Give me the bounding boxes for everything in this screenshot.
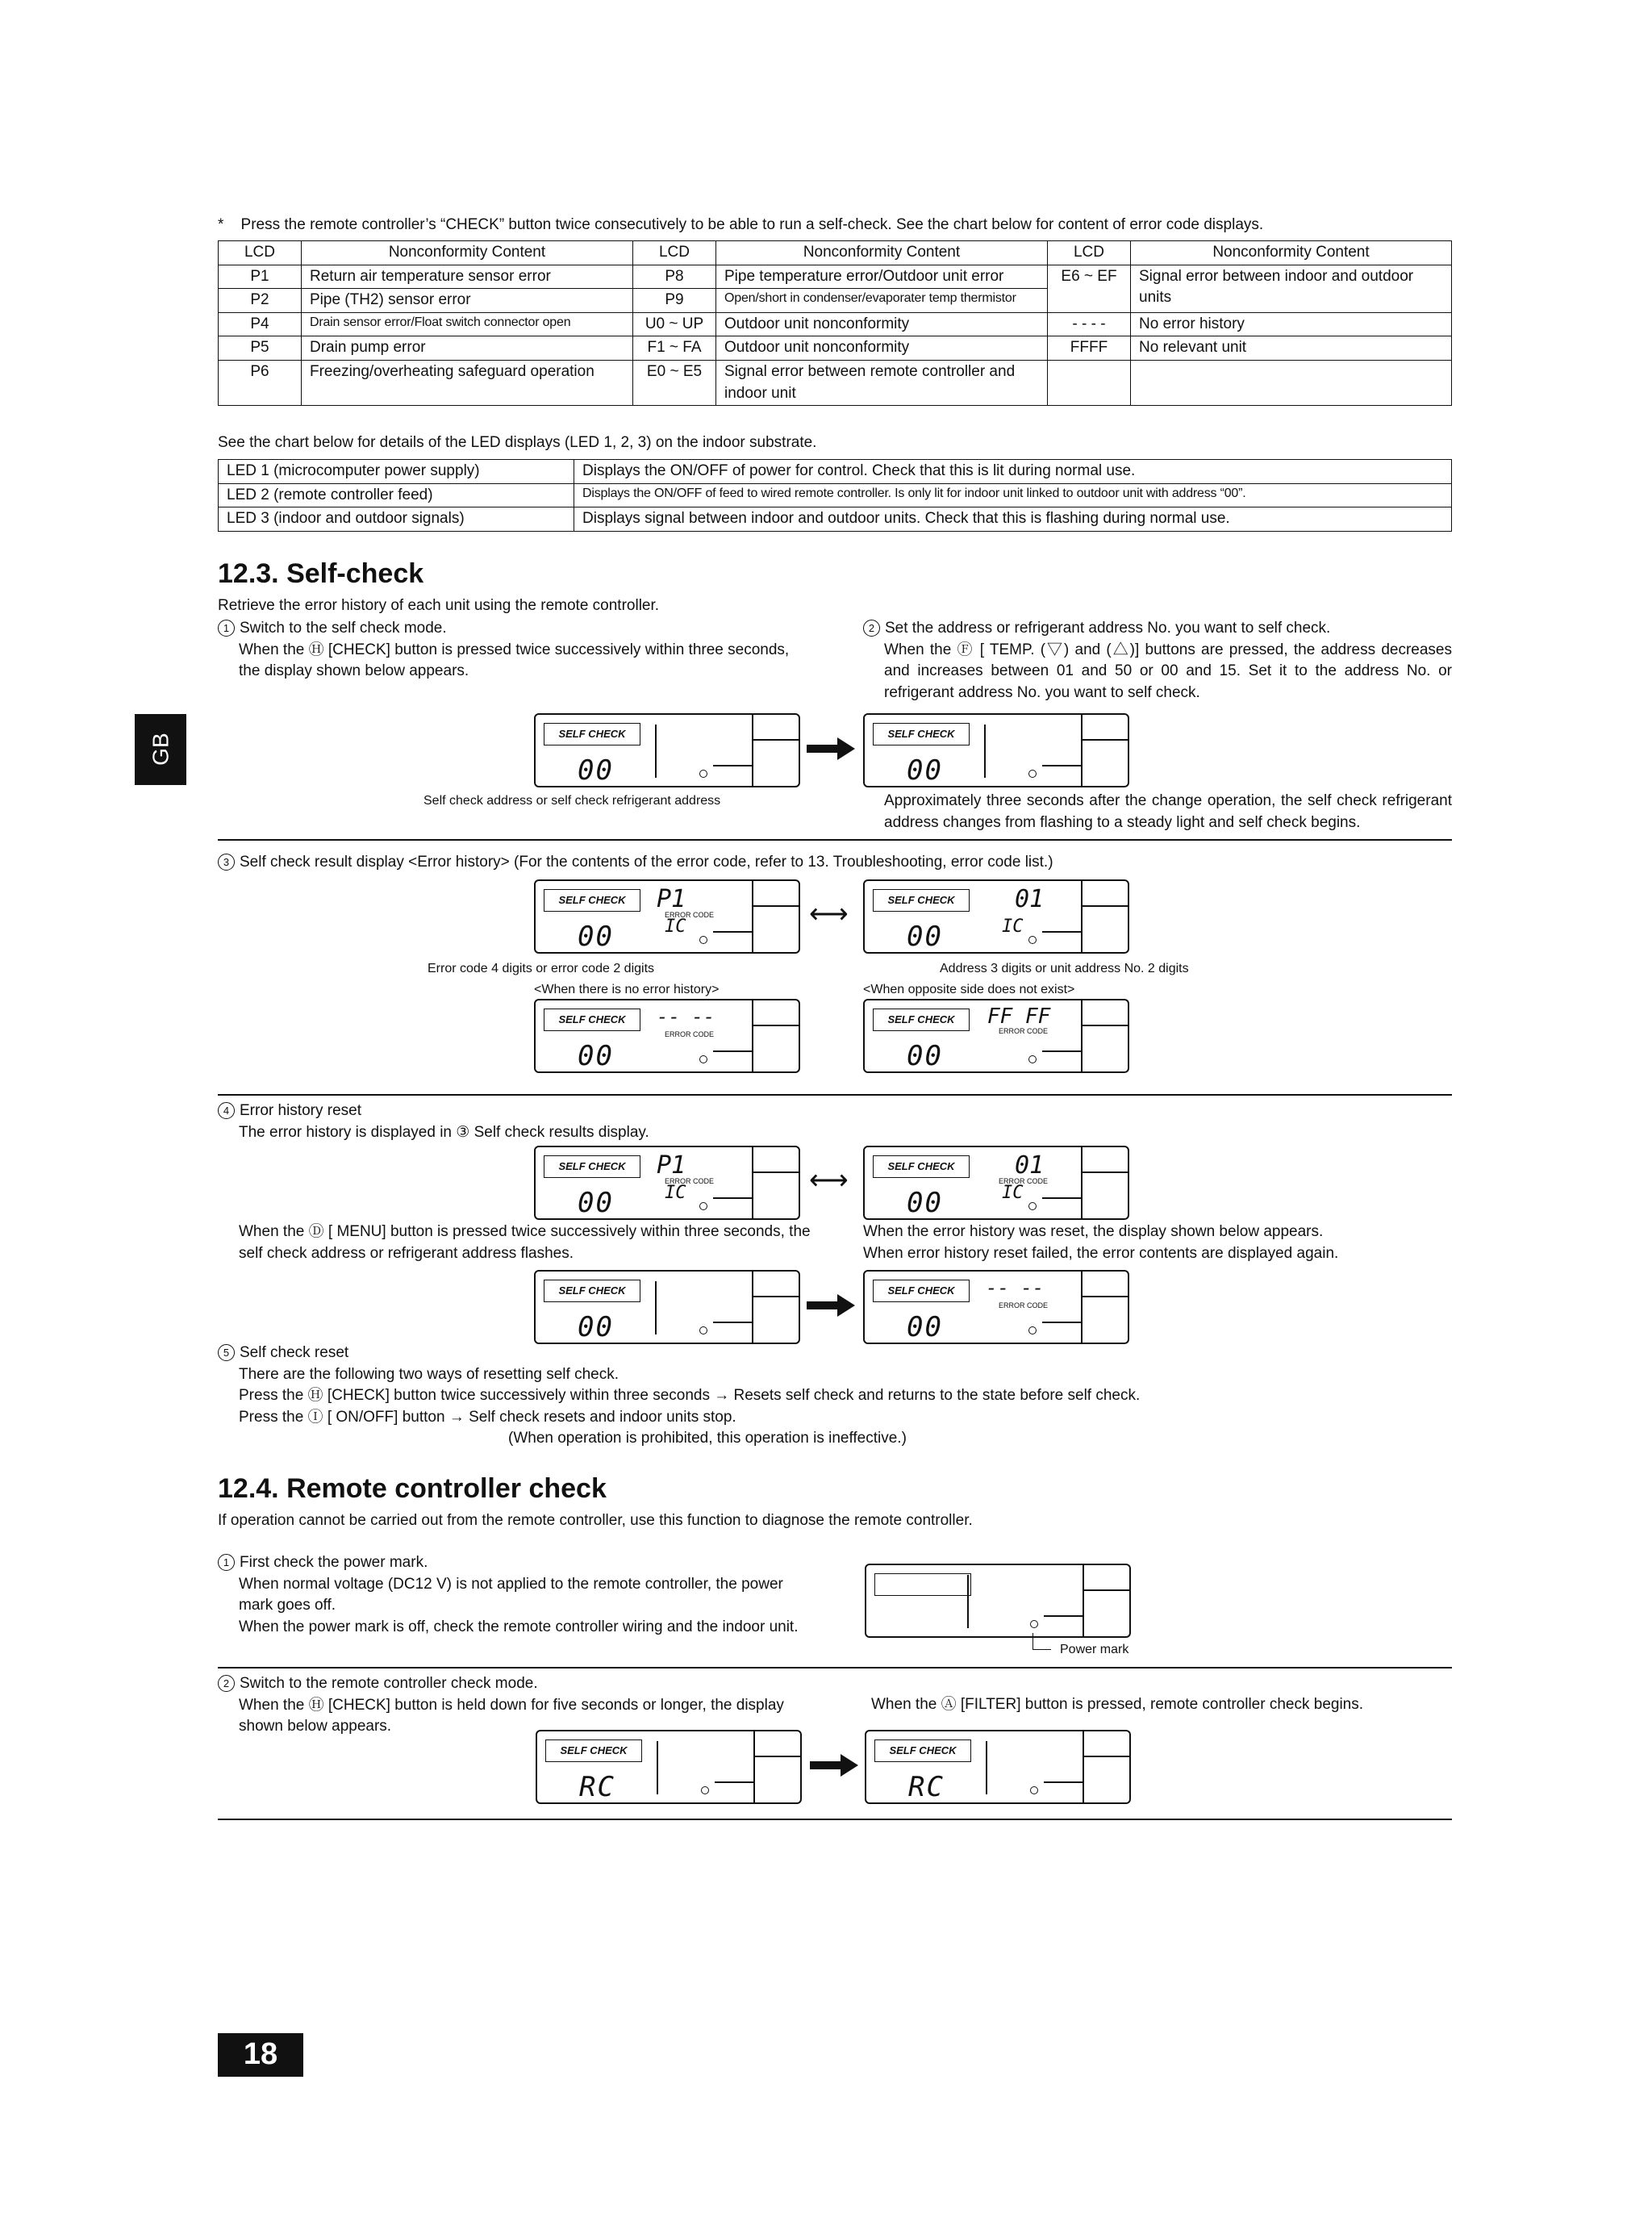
table-header: Nonconformity Content — [302, 241, 633, 265]
lcd-display — [534, 1270, 800, 1344]
lcd-display — [536, 1730, 802, 1804]
table-cell: Signal error between remote controller and indoor unit — [716, 360, 1048, 405]
lcd-error-code: -- -- — [657, 1005, 715, 1028]
right-arrow-icon — [810, 1754, 858, 1777]
lcd-self-check-label: SELF CHECK — [544, 889, 640, 912]
caption: <When there is no error history> — [534, 983, 720, 996]
step-title: First check the power mark. — [240, 1554, 428, 1571]
lcd-error-code: P1 — [657, 885, 686, 913]
lcd-display — [534, 713, 800, 787]
table-row — [219, 483, 1452, 507]
lcd-display — [865, 1730, 1131, 1804]
rc-step2-right: When the Ⓐ [FILTER] button is pressed, remote controller check begins. — [871, 1696, 1364, 1713]
step3 — [218, 852, 1053, 874]
lcd-display — [534, 1146, 800, 1220]
step4 — [218, 1100, 649, 1143]
caption: Error code 4 digits or error code 2 digits — [428, 962, 655, 975]
table-cell: LED 2 (remote controller feed) — [219, 483, 574, 507]
table-cell: Outdoor unit nonconformity — [716, 336, 1048, 361]
power-mark-label: Power mark — [1060, 1643, 1129, 1656]
lcd-sub-code: IC — [1002, 1183, 1024, 1203]
lcd-address-digits: 00 — [578, 1040, 614, 1072]
double-arrow-icon: ⟷ — [809, 899, 849, 929]
step5 — [218, 1343, 1460, 1450]
lcd-rc-digits: RC — [579, 1771, 615, 1803]
table-cell: LED 1 (microcomputer power supply) — [219, 460, 574, 484]
error-code-table — [218, 240, 1452, 406]
table-cell: No error history — [1131, 312, 1452, 336]
circled-number: 1 — [218, 620, 235, 637]
caption: Approximately three seconds after the change operation, the self check refrigerant address changes from flashing to a steady light and self check begins. — [884, 792, 1452, 831]
lcd-error-code: P1 — [657, 1151, 686, 1180]
table-cell: No relevant unit — [1131, 336, 1452, 361]
table-cell: P6 — [219, 360, 302, 405]
lcd-error-label: ERROR CODE — [999, 1177, 1049, 1185]
step-body: There are the following two ways of resetting self check. — [239, 1365, 620, 1383]
lcd-self-check-label: SELF CHECK — [544, 1155, 640, 1178]
step2 — [863, 618, 1452, 704]
lcd-self-check-label: SELF CHECK — [873, 723, 970, 745]
table-row — [219, 336, 1452, 361]
table-cell: P5 — [219, 336, 302, 361]
lcd-error-label: ERROR CODE — [999, 1027, 1049, 1035]
circled-number: 2 — [218, 1675, 235, 1692]
table-cell — [1048, 360, 1131, 405]
led-table — [218, 459, 1452, 532]
divider — [218, 1819, 1452, 1820]
lcd-address-digits: 00 — [578, 1311, 614, 1343]
leader-line — [1032, 1633, 1051, 1650]
step1 — [218, 618, 815, 683]
step4-right-line: When the error history was reset, the display shown below appears. — [863, 1223, 1324, 1240]
lcd-address-digits: 00 — [907, 921, 943, 953]
power-mark-icon — [1028, 1202, 1037, 1210]
remote-check-subtitle: If operation cannot be carried out from the remote controller, use this function to diagnose the remote controller. — [218, 1512, 973, 1529]
step-title: Self check result display <Error history> (For the contents of the error code, refer to 13. Troubleshooting, error code list.) — [240, 854, 1053, 871]
page-number: 18 — [218, 2033, 303, 2077]
step-body: When the Ⓕ [ TEMP. (▽) and (△)] buttons are pressed, the address decreases and increases between 01 and 50 or 00 and 15. Set it to the address No. or refrigerant address No. you want to self check. — [884, 641, 1452, 701]
table-cell: - - - - — [1048, 312, 1131, 336]
step-body: When the power mark is off, check the remote controller wiring and the indoor unit. — [239, 1618, 799, 1635]
power-mark-icon — [1028, 1055, 1037, 1063]
lcd-sub-code: IC — [665, 1183, 686, 1203]
divider — [218, 1667, 1452, 1668]
power-mark-icon — [1028, 770, 1037, 778]
lcd-sub-code: IC — [1002, 917, 1024, 937]
table-cell: P4 — [219, 312, 302, 336]
table-cell: E0 ~ E5 — [633, 360, 716, 405]
table-header: Nonconformity Content — [716, 241, 1048, 265]
section-title-self-check: 12.3. Self-check — [218, 558, 424, 589]
table-cell: Drain pump error — [302, 336, 633, 361]
step-title: Error history reset — [240, 1102, 361, 1119]
step4-left-text: When the Ⓓ [ MENU] button is pressed twice successively within three seconds, the self check address or refrigerant address flashes. — [239, 1223, 811, 1262]
table-header: Nonconformity Content — [1131, 241, 1452, 265]
caption: Address 3 digits or unit address No. 2 digits — [940, 962, 1189, 975]
step4-right-text — [863, 1222, 1452, 1264]
lcd-rc-digits: RC — [908, 1771, 945, 1803]
lcd-display — [534, 879, 800, 954]
lcd-display — [863, 1146, 1129, 1220]
lcd-sub-code: IC — [665, 917, 686, 937]
step-body: When the Ⓗ [CHECK] button is held down for five seconds or longer, the display shown below appears. — [239, 1696, 784, 1735]
table-cell: P8 — [633, 265, 716, 289]
table-cell: U0 ~ UP — [633, 312, 716, 336]
lcd-address-digits: 00 — [578, 1187, 614, 1219]
step-title: Switch to the self check mode. — [240, 620, 447, 637]
double-arrow-icon: ⟷ — [809, 1165, 849, 1196]
circled-number: 1 — [218, 1554, 235, 1571]
divider — [218, 1094, 1452, 1096]
table-cell: P9 — [633, 289, 716, 313]
power-mark-icon — [699, 1055, 707, 1063]
lcd-self-check-label: SELF CHECK — [873, 1155, 970, 1178]
lcd-self-check-label: SELF CHECK — [544, 1009, 640, 1031]
power-mark-icon — [699, 770, 707, 778]
table-header-row — [219, 241, 1452, 265]
caption: <When opposite side does not exist> — [863, 983, 1075, 996]
lcd-display — [863, 999, 1129, 1073]
lcd-self-check-label: SELF CHECK — [544, 723, 640, 745]
table-cell: P2 — [219, 289, 302, 313]
step-title: Switch to the remote controller check mode. — [240, 1675, 538, 1692]
table-header: LCD — [219, 241, 302, 265]
table-cell: Displays the ON/OFF of power for control. Check that this is lit during normal use. — [574, 460, 1452, 484]
footnote-star: * — [218, 216, 224, 233]
lcd-error-label: ERROR CODE — [665, 1030, 715, 1038]
step-body: When the Ⓗ [CHECK] button is pressed twice successively within three seconds, the display shown below appears. — [239, 641, 790, 680]
table-cell: LED 3 (indoor and outdoor signals) — [219, 507, 574, 532]
step-body: Press the Ⓗ [CHECK] button twice successively within three seconds → Resets self check and returns to the state before self check. — [239, 1387, 1141, 1405]
lcd-self-check-label: SELF CHECK — [873, 889, 970, 912]
power-mark-icon — [1030, 1620, 1038, 1628]
rc-step1 — [218, 1552, 815, 1638]
lcd-address-digits: 00 — [907, 1040, 943, 1072]
table-cell: E6 ~ EF — [1048, 265, 1131, 312]
table-cell: Open/short in condenser/evaporater temp thermistor — [716, 289, 1048, 313]
section-title-remote-check: 12.4. Remote controller check — [218, 1473, 607, 1504]
step-body: When normal voltage (DC12 V) is not applied to the remote controller, the power mark goes off. — [239, 1575, 783, 1614]
language-tab — [135, 714, 186, 785]
lcd-error-label: ERROR CODE — [665, 1177, 715, 1185]
table-row — [219, 507, 1452, 532]
step-body: The error history is displayed in ③ Self check results display. — [239, 1123, 649, 1141]
rc-step2 — [218, 1673, 815, 1738]
language-tab-label: GB — [148, 733, 173, 766]
intro-text: Press the remote controller’s “CHECK” button twice consecutively to be able to run a self-check. See the chart below for content of error code displays. — [240, 216, 1264, 233]
table-cell: FFFF — [1048, 336, 1131, 361]
table-cell: Displays the ON/OFF of feed to wired remote controller. Is only lit for indoor unit linked to outdoor unit with address “00”. — [574, 483, 1452, 507]
power-mark-icon — [699, 1202, 707, 1210]
lcd-display — [863, 713, 1129, 787]
table-header: LCD — [1048, 241, 1131, 265]
power-mark-icon — [699, 1326, 707, 1334]
power-mark-icon — [1028, 1326, 1037, 1334]
table-cell: Return air temperature sensor error — [302, 265, 633, 289]
circled-number: 5 — [218, 1344, 235, 1361]
table-cell: Outdoor unit nonconformity — [716, 312, 1048, 336]
lcd-display — [863, 1270, 1129, 1344]
caption: Self check address or self check refrigerant address — [423, 794, 721, 808]
lcd-display — [863, 879, 1129, 954]
lcd-self-check-label: SELF CHECK — [545, 1739, 642, 1762]
table-cell: Signal error between indoor and outdoor units — [1131, 265, 1452, 312]
lcd-address-digits: 00 — [907, 1311, 943, 1343]
lcd-display — [534, 999, 800, 1073]
step-body: Press the Ⓘ [ ON/OFF] button → Self check resets and indoor units stop. — [239, 1408, 736, 1426]
power-mark-icon — [699, 936, 707, 944]
lcd-error-code: FF FF — [987, 1004, 1051, 1029]
table-cell: F1 ~ FA — [633, 336, 716, 361]
power-mark-icon — [1030, 1786, 1038, 1794]
power-mark-icon — [1028, 936, 1037, 944]
table-row — [219, 360, 1452, 405]
right-arrow-icon — [807, 737, 855, 760]
circled-number: 4 — [218, 1102, 235, 1119]
step-body: (When operation is prohibited, this operation is ineffective.) — [508, 1430, 907, 1447]
table-header: LCD — [633, 241, 716, 265]
table-row — [219, 265, 1452, 289]
divider — [218, 839, 1452, 841]
table-cell — [1131, 360, 1452, 405]
lcd-error-label: ERROR CODE — [999, 1301, 1049, 1309]
power-mark-icon — [701, 1786, 709, 1794]
table-cell: Pipe temperature error/Outdoor unit error — [716, 265, 1048, 289]
table-row — [219, 460, 1452, 484]
led-intro: See the chart below for details of the LED displays (LED 1, 2, 3) on the indoor substrate. — [218, 434, 817, 451]
lcd-error-code: -- -- — [986, 1276, 1045, 1299]
circled-number: 2 — [863, 620, 880, 637]
lcd-address-digits: 00 — [907, 754, 943, 787]
step4-right-line: When error history reset failed, the error contents are displayed again. — [863, 1244, 1339, 1262]
lcd-unit-address: 01 — [1015, 1151, 1045, 1180]
table-cell: Pipe (TH2) sensor error — [302, 289, 633, 313]
lcd-unit-address: 01 — [1015, 885, 1045, 913]
lcd-self-check-label: SELF CHECK — [874, 1739, 971, 1762]
table-cell: Freezing/overheating safeguard operation — [302, 360, 633, 405]
table-cell: P1 — [219, 265, 302, 289]
step-title: Set the address or refrigerant address No. you want to self check. — [885, 620, 1331, 637]
lcd-self-check-label: SELF CHECK — [873, 1280, 970, 1302]
circled-number: 3 — [218, 854, 235, 871]
lcd-address-digits: 00 — [578, 754, 614, 787]
lcd-self-check-label: SELF CHECK — [544, 1280, 640, 1302]
right-arrow-icon — [807, 1294, 855, 1317]
intro-line — [218, 215, 1460, 236]
lcd-display — [865, 1564, 1131, 1638]
table-row — [219, 312, 1452, 336]
lcd-address-digits: 00 — [907, 1187, 943, 1219]
step-title: Self check reset — [240, 1344, 349, 1361]
table-cell: Drain sensor error/Float switch connector open — [302, 312, 633, 336]
lcd-self-check-label: SELF CHECK — [873, 1009, 970, 1031]
lcd-address-digits: 00 — [578, 921, 614, 953]
table-cell: Displays signal between indoor and outdoor units. Check that this is flashing during normal use. — [574, 507, 1452, 532]
self-check-subtitle: Retrieve the error history of each unit using the remote controller. — [218, 597, 660, 614]
lcd-error-label: ERROR CODE — [665, 911, 715, 919]
